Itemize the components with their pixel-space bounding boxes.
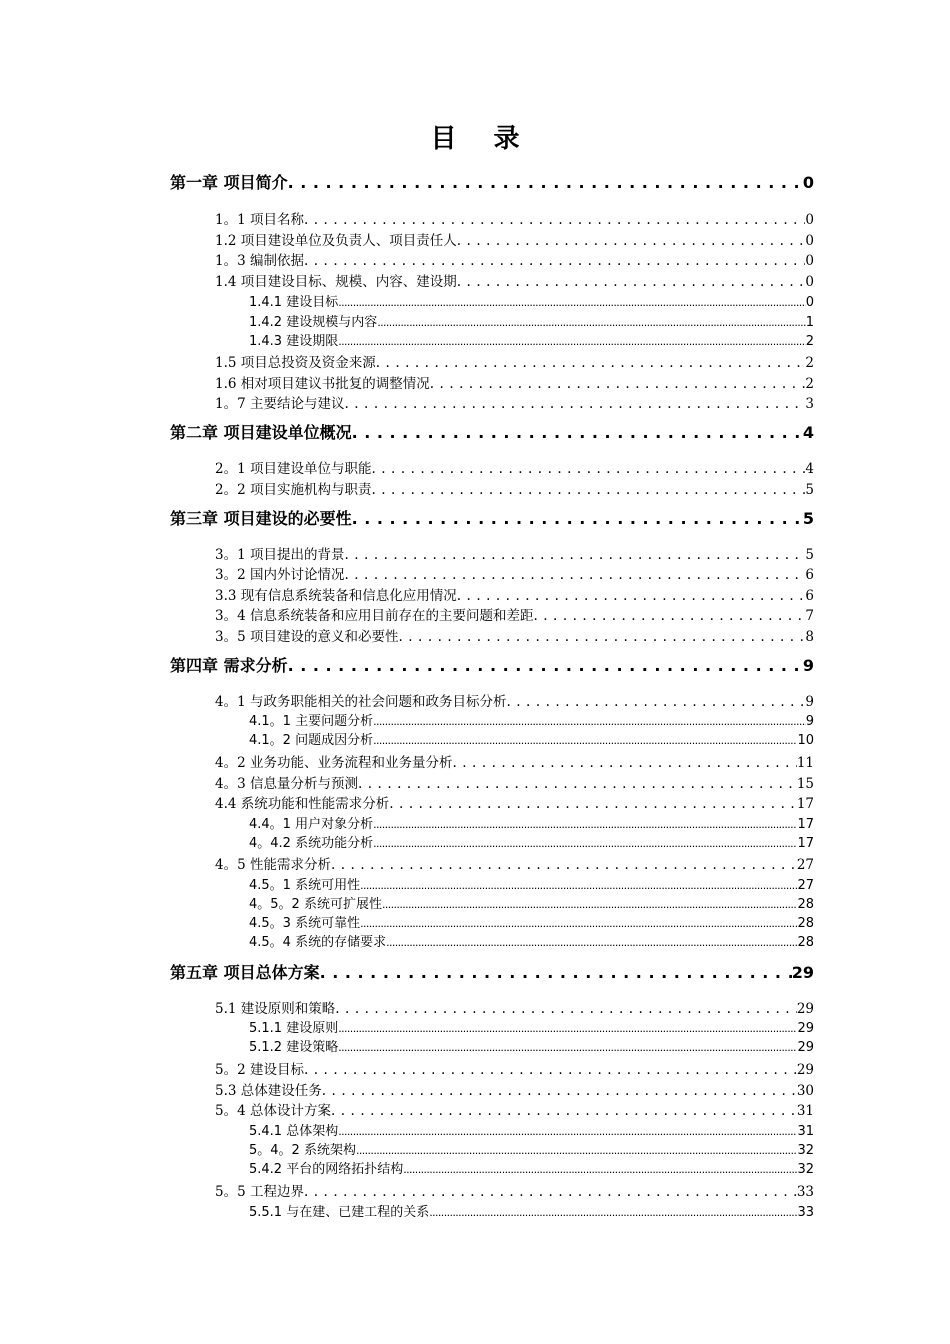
toc-dot-leader (386, 935, 797, 950)
toc-entry-title: 4。2 业务功能、业务流程和业务量分析 (215, 755, 453, 771)
toc-section-entry[interactable] (215, 792, 814, 812)
toc-dot-leader (304, 1062, 797, 1078)
toc-section-entry[interactable] (215, 1058, 814, 1078)
toc-page-number: 1 (805, 315, 814, 330)
toc-subsection-entry[interactable] (249, 291, 814, 310)
toc-chapter-entry[interactable] (170, 506, 814, 529)
toc-subsection-entry[interactable] (249, 1201, 814, 1220)
toc-subsection-entry[interactable] (249, 813, 814, 832)
toc-page-number: 17 (796, 796, 814, 812)
toc-dot-leader (352, 509, 803, 528)
toc-dot-leader (360, 878, 797, 893)
toc-section-entry[interactable] (215, 543, 814, 563)
toc-entry-title: 1。1 项目名称 (215, 212, 304, 228)
toc-page-number: 2 (805, 334, 814, 349)
toc-section-entry[interactable] (215, 625, 814, 645)
toc-dot-leader (304, 212, 805, 228)
toc-page-number: 29 (791, 963, 814, 982)
toc-dot-leader (331, 1103, 797, 1119)
toc-dot-leader (371, 482, 805, 498)
toc-entry-title: 5。4 总体设计方案 (215, 1103, 331, 1119)
toc-entry-title: 3。5 项目建设的意义和必要性 (215, 629, 399, 645)
toc-entry-title: 4.1。2 问题成因分析 (249, 733, 374, 748)
toc-page-number: 32 (797, 1162, 814, 1177)
toc-entry-title: 第一章 项目简介 (170, 173, 288, 192)
toc-subsection-entry[interactable] (249, 874, 814, 893)
toc-dot-leader (457, 274, 806, 290)
toc-dot-leader (377, 315, 806, 330)
toc-page-number: 4 (802, 423, 814, 442)
toc-dot-leader (338, 295, 806, 310)
toc-page-number: 33 (797, 1205, 814, 1220)
toc-page-number: 0 (805, 253, 814, 269)
toc-section-entry[interactable] (215, 249, 814, 269)
toc-entry-title: 4.1。1 主要问题分析 (249, 714, 374, 729)
toc-dot-leader (288, 656, 803, 675)
toc-entry-title: 5。5 工程边界 (215, 1184, 304, 1200)
toc-dot-leader (429, 1205, 797, 1220)
toc-subsection-entry[interactable] (249, 729, 814, 748)
toc-subsection-entry[interactable] (249, 912, 814, 931)
toc-dot-leader (373, 836, 797, 851)
toc-page-number: 0 (805, 274, 814, 290)
toc-subsection-entry[interactable] (249, 311, 814, 330)
toc-dot-leader (389, 796, 797, 812)
toc-section-entry[interactable] (215, 690, 814, 710)
toc-section-entry[interactable] (215, 604, 814, 624)
toc-subsection-entry[interactable] (249, 1017, 814, 1036)
toc-dot-leader (533, 608, 805, 624)
toc-page-number: 33 (796, 1184, 814, 1200)
toc-page-number: 17 (797, 836, 814, 851)
toc-entry-title: 4。3 信息量分析与预测 (215, 776, 358, 792)
toc-entry-title: 3。2 国内外讨论情况 (215, 567, 345, 583)
toc-page-number: 27 (796, 857, 814, 873)
toc-page-number: 17 (797, 817, 814, 832)
toc-entry-title: 4.4。1 用户对象分析 (249, 817, 374, 832)
toc-dot-leader (338, 334, 806, 349)
toc-entry-title: 第四章 需求分析 (170, 656, 288, 675)
toc-entry-title: 5.4.1 总体架构 (249, 1124, 339, 1139)
toc-entry-title: 4.5。3 系统可靠性 (249, 916, 361, 931)
toc-page-number: 27 (797, 878, 814, 893)
toc-section-entry[interactable] (215, 1099, 814, 1119)
toc-entry-title: 1.4.1 建设目标 (249, 295, 339, 310)
toc-page-number: 15 (796, 776, 814, 792)
toc-page-number: 7 (805, 608, 814, 624)
toc-dot-leader (344, 567, 805, 583)
toc-entry-title: 2。2 项目实施机构与职责 (215, 482, 372, 498)
toc-entry-title: 5。4。2 系统架构 (249, 1143, 356, 1158)
toc-dot-leader (373, 714, 806, 729)
toc-subsection-entry[interactable] (249, 931, 814, 950)
toc-dot-leader (304, 1184, 797, 1200)
toc-entry-title: 5.4.2 平台的网络拓扑结构 (249, 1162, 404, 1177)
toc-subsection-entry[interactable] (249, 710, 814, 729)
toc-page-number: 4 (805, 461, 814, 477)
toc-entry-title: 5.3 总体建设任务 (215, 1083, 322, 1099)
toc-dot-leader (373, 817, 797, 832)
toc-entry-title: 3。1 项目提出的背景 (215, 547, 345, 563)
toc-entry-title: 1.4 项目建设目标、规模、内容、建设期 (215, 274, 457, 290)
toc-page-number: 29 (797, 1040, 814, 1055)
toc-chapter-entry[interactable] (170, 653, 814, 676)
toc-entry-title: 5.5.1 与在建、已建工程的关系 (249, 1205, 430, 1220)
toc-subsection-entry[interactable] (249, 832, 814, 851)
toc-entry-title: 4。4.2 系统功能分析 (249, 836, 374, 851)
toc-entry-title: 5.1.2 建设策略 (249, 1040, 339, 1055)
toc-page-number: 0 (805, 295, 814, 310)
toc-dot-leader (322, 1083, 797, 1099)
toc-dot-leader (457, 588, 806, 604)
toc-dot-leader (338, 1124, 797, 1139)
toc-page-number: 9 (805, 694, 814, 710)
toc-dot-leader (331, 857, 797, 873)
toc-section-entry[interactable] (215, 229, 814, 249)
toc-entry-title: 1.4.2 建设规模与内容 (249, 315, 378, 330)
toc-page-number: 29 (796, 1001, 814, 1017)
toc-entry-title: 4。5。2 系统可扩展性 (249, 897, 382, 912)
toc-section-entry[interactable] (215, 208, 814, 228)
toc-section-entry[interactable] (215, 351, 814, 371)
toc-dot-leader (320, 963, 792, 982)
toc-dot-leader (430, 376, 806, 392)
toc-dot-leader (360, 916, 797, 931)
toc-dot-leader (371, 461, 805, 477)
toc-page-number: 32 (797, 1143, 814, 1158)
toc-section-entry[interactable] (215, 457, 814, 477)
toc-entry-title: 1.2 项目建设单位及负责人、项目责任人 (215, 233, 457, 249)
toc-page-number: 6 (805, 567, 814, 583)
toc-entry-title: 4.5。1 系统可用性 (249, 878, 361, 893)
toc-entry-title: 4.5。4 系统的存储要求 (249, 935, 387, 950)
toc-subsection-entry[interactable] (249, 1120, 814, 1139)
toc-section-entry[interactable] (215, 584, 814, 604)
toc-entry-title: 5.1 建设原则和策略 (215, 1001, 336, 1017)
toc-entry-title: 1.6 相对项目建议书批复的调整情况 (215, 376, 430, 392)
toc-section-entry[interactable] (215, 1180, 814, 1200)
toc-dot-leader (376, 355, 806, 371)
toc-page-number: 5 (802, 509, 814, 528)
toc-section-entry[interactable] (215, 392, 814, 412)
toc-section-entry[interactable] (215, 270, 814, 290)
toc-page-number: 11 (796, 755, 814, 771)
toc-page-number: 0 (802, 173, 814, 192)
toc-dot-leader (506, 694, 805, 710)
toc-page-number: 31 (796, 1103, 814, 1119)
toc-dot-leader (382, 897, 798, 912)
toc-dot-leader (335, 1001, 797, 1017)
toc-page-number: 8 (805, 629, 814, 645)
toc-entry-title: 第二章 项目建设单位概况 (170, 423, 352, 442)
toc-dot-leader (356, 1143, 798, 1158)
toc-dot-leader (403, 1162, 797, 1177)
toc-dot-leader (304, 253, 805, 269)
toc-page-number: 3 (805, 396, 814, 412)
toc-entry-title: 3.3 现有信息系统装备和信息化应用情况 (215, 588, 457, 604)
toc-subsection-entry[interactable] (249, 893, 814, 912)
toc-page-number: 5 (805, 482, 814, 498)
toc-chapter-entry[interactable] (170, 420, 814, 443)
toc-subsection-entry[interactable] (249, 1139, 814, 1158)
toc-dot-leader (373, 733, 797, 748)
toc-subsection-entry[interactable] (249, 1036, 814, 1055)
page-title: 目 录 (430, 124, 534, 154)
toc-subsection-entry[interactable] (249, 1158, 814, 1177)
toc-entry-title: 5。2 建设目标 (215, 1062, 304, 1078)
toc-section-entry[interactable] (215, 853, 814, 873)
toc-dot-leader (398, 629, 805, 645)
toc-entry-title: 5.1.1 建设原则 (249, 1021, 339, 1036)
toc-page-number: 29 (797, 1021, 814, 1036)
toc-page-number: 0 (805, 212, 814, 228)
toc-entry-title: 第五章 项目总体方案 (170, 963, 320, 982)
toc-section-entry[interactable] (215, 1079, 814, 1099)
toc-dot-leader (452, 755, 796, 771)
toc-section-entry[interactable] (215, 478, 814, 498)
toc-dot-leader (344, 547, 805, 563)
toc-page-number: 28 (797, 897, 814, 912)
toc-page-number: 5 (805, 547, 814, 563)
toc-entry-title: 第三章 项目建设的必要性 (170, 509, 352, 528)
toc-page-number: 10 (797, 733, 814, 748)
toc-chapter-entry[interactable] (170, 960, 814, 983)
toc-dot-leader (358, 776, 797, 792)
toc-chapter-entry[interactable] (170, 170, 814, 193)
toc-page-number: 28 (797, 935, 814, 950)
toc-dot-leader (457, 233, 806, 249)
toc-entry-title: 3。4 信息系统装备和应用目前存在的主要问题和差距 (215, 608, 534, 624)
toc-section-entry[interactable] (215, 997, 814, 1017)
toc-entry-title: 1。7 主要结论与建议 (215, 396, 345, 412)
toc-page-number: 31 (797, 1124, 814, 1139)
toc-page-number: 9 (802, 656, 814, 675)
toc-page-number: 6 (805, 588, 814, 604)
toc-dot-leader (344, 396, 805, 412)
toc-section-entry[interactable] (215, 772, 814, 792)
toc-dot-leader (338, 1040, 797, 1055)
toc-page-number: 28 (797, 916, 814, 931)
toc-entry-title: 4.4 系统功能和性能需求分析 (215, 796, 390, 812)
toc-section-entry[interactable] (215, 563, 814, 583)
toc-page-number: 0 (805, 233, 814, 249)
toc-entry-title: 1。3 编制依据 (215, 253, 304, 269)
toc-entry-title: 4。1 与政务职能相关的社会问题和政务目标分析 (215, 694, 507, 710)
toc-entry-title: 4。5 性能需求分析 (215, 857, 331, 873)
toc-page-number: 2 (805, 376, 814, 392)
toc-page-number: 2 (805, 355, 814, 371)
toc-dot-leader (288, 173, 803, 192)
toc-entry-title: 1.4.3 建设期限 (249, 334, 339, 349)
toc-page-number: 30 (796, 1083, 814, 1099)
toc-page-number: 9 (805, 714, 814, 729)
toc-section-entry[interactable] (215, 751, 814, 771)
toc-dot-leader (338, 1021, 797, 1036)
toc-dot-leader (352, 423, 803, 442)
toc-page-number: 29 (796, 1062, 814, 1078)
toc-entry-title: 1.5 项目总投资及资金来源 (215, 355, 376, 371)
toc-section-entry[interactable] (215, 372, 814, 392)
toc-subsection-entry[interactable] (249, 330, 814, 349)
toc-entry-title: 2。1 项目建设单位与职能 (215, 461, 372, 477)
